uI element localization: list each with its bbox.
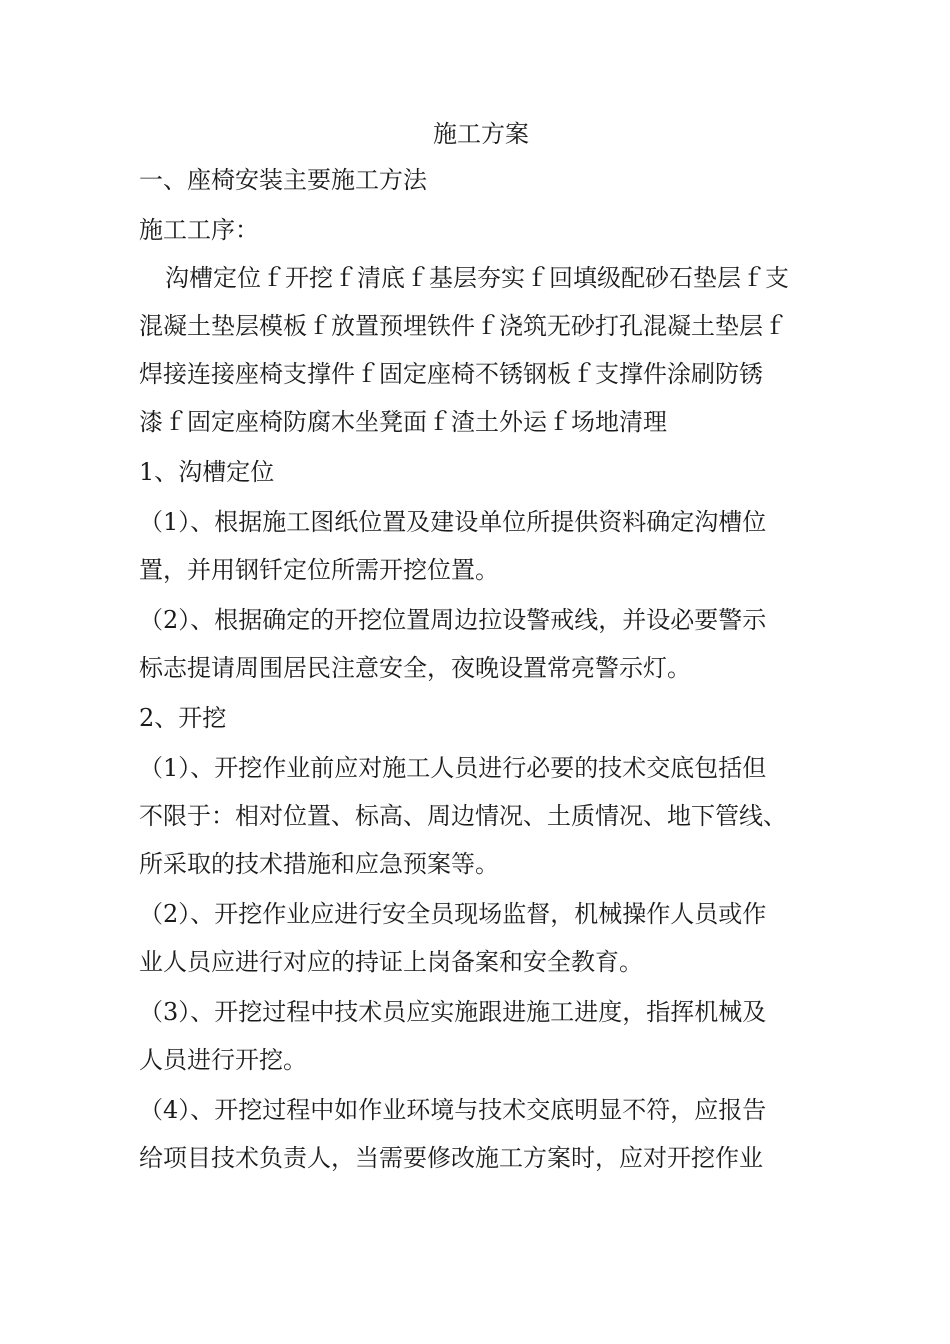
section-heading: 一、座椅安装主要施工方法 <box>139 166 427 194</box>
process-label: 施工工序： <box>139 216 259 244</box>
process-line: 焊接连接座椅支撑件ｆ固定座椅不锈钢板ｆ支撑件涂刷防锈 <box>139 360 763 388</box>
paragraph-line: （4）、开挖过程中如作业环境与技术交底明显不符，应报告 <box>139 1096 767 1124</box>
step2-heading: 2、开挖 <box>139 704 227 732</box>
paragraph-line: 标志提请周围居民注意安全，夜晚设置常亮警示灯。 <box>139 654 691 682</box>
step2-item-3 <box>139 988 823 1084</box>
paragraph-line: （2）、开挖作业应进行安全员现场监督，机械操作人员或作 <box>139 900 767 928</box>
paragraph-line: 给项目技术负责人，当需要修改施工方案时，应对开挖作业 <box>139 1144 763 1172</box>
document-title: 施工方案 <box>433 120 529 148</box>
process-line: 漆ｆ固定座椅防腐木坐凳面ｆ渣土外运ｆ场地清理 <box>139 408 667 436</box>
paragraph-line: 所采取的技术措施和应急预案等。 <box>139 850 499 878</box>
step2-item-2 <box>139 890 823 986</box>
step2-item-4 <box>139 1086 823 1182</box>
process-line: 混凝土垫层模板ｆ放置预埋铁件ｆ浇筑无砂打孔混凝土垫层ｆ <box>139 312 787 340</box>
paragraph-line: （1）、根据施工图纸位置及建设单位所提供资料确定沟槽位 <box>139 508 767 536</box>
document-body <box>139 112 823 1182</box>
paragraph-line: 人员进行开挖。 <box>139 1046 307 1074</box>
step1-heading: 1、沟槽定位 <box>139 458 275 486</box>
step1-item-1 <box>139 498 823 594</box>
paragraph-line: 不限于：相对位置、标高、周边情况、土质情况、地下管线、 <box>139 802 787 830</box>
paragraph-line: （2）、根据确定的开挖位置周边拉设警戒线，并设必要警示 <box>139 606 767 634</box>
paragraph-line: （3）、开挖过程中技术员应实施跟进施工进度，指挥机械及 <box>139 998 767 1026</box>
paragraph-line: 业人员应进行对应的持证上岗备案和安全教育。 <box>139 948 643 976</box>
step2-item-1 <box>139 744 823 888</box>
process-line: 沟槽定位ｆ开挖ｆ清底ｆ基层夯实ｆ回填级配砂石垫层ｆ支 <box>165 264 789 292</box>
paragraph-line: （1）、开挖作业前应对施工人员进行必要的技术交底包括但 <box>139 754 767 782</box>
process-steps-paragraph <box>139 254 823 446</box>
step1-item-2 <box>139 596 823 692</box>
paragraph-line: 置，并用钢钎定位所需开挖位置。 <box>139 556 499 584</box>
